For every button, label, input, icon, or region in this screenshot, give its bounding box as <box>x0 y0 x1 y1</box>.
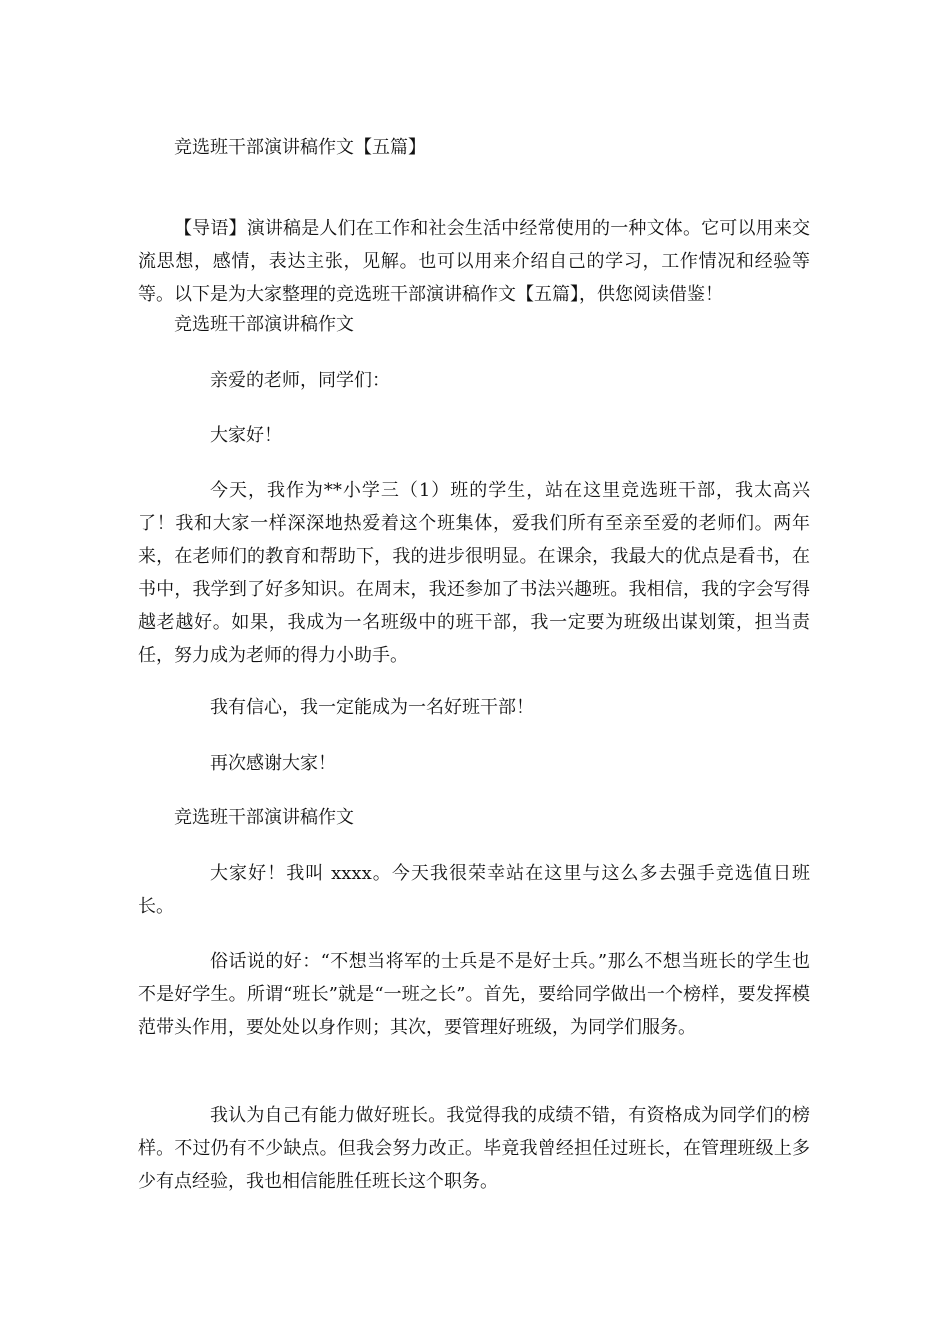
essay2-paragraph-2: 俗话说的好：“不想当将军的士兵是不是好士兵。”那么不想当班长的学生也不是好学生。所谓“班长”就是“一班之长”。首先，要给同学做出一个榜样，要发挥模范带头作用，要处处以身作则；其次，要管理好班级，为同学们服务。 <box>138 951 810 1038</box>
document-title: 竞选班干部演讲稿作文【五篇】 <box>174 137 426 158</box>
essay2-paragraph-3: 我认为自己有能力做好班长。我觉得我的成绩不错，有资格成为同学们的榜样。不过仍有不少缺点。但我会努力改正。毕竟我曾经担任过班长，在管理班级上多少有点经验，我也相信能胜任班长这个职务。 <box>138 1105 810 1192</box>
essay1-confidence: 我有信心，我一定能成为一名好班干部！ <box>210 697 534 718</box>
essay2-heading: 竞选班干部演讲稿作文 <box>174 807 354 828</box>
intro-paragraph: 【导语】演讲稿是人们在工作和社会生活中经常使用的一种文体。它可以用来交流思想，感情，表达主张，见解。也可以用来介绍自己的学习，工作情况和经验等等。以下是为大家整理的竞选班干部演讲稿作文【五篇】，供您阅读借鉴！ <box>138 218 810 305</box>
essay1-greeting: 亲爱的老师，同学们： <box>210 370 390 391</box>
essay1-thanks: 再次感谢大家！ <box>210 753 336 774</box>
essay1-body-paragraph: 今天，我作为**小学三（1）班的学生，站在这里竞选班干部，我太高兴了！我和大家一样深深地热爱着这个班集体，爱我们所有至亲至爱的老师们。两年来，在老师们的教育和帮助下，我的进步很明显。在课余，我最大的优点是看书，在书中，我学到了好多知识。在周末，我还参加了书法兴趣班。我相信，我的字会写得越老越好。如果，我成为一名班级中的班干部，我一定要为班级出谋划策，担当责任，努力成为老师的得力小助手。 <box>138 480 810 666</box>
essay1-hello: 大家好！ <box>210 425 282 446</box>
essay2-paragraph-1: 大家好！我叫 xxxx。今天我很荣幸站在这里与这么多去强手竞选值日班长。 <box>138 863 810 917</box>
essay1-heading: 竞选班干部演讲稿作文 <box>174 314 354 335</box>
